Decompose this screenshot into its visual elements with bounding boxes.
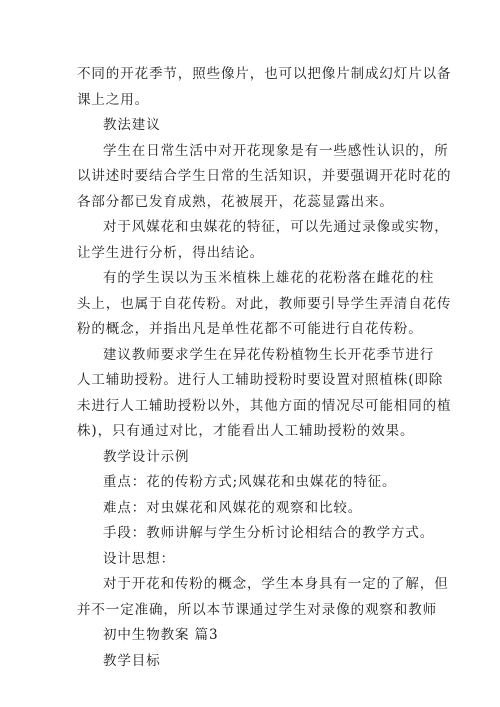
section-heading: 教学目标 — [103, 653, 161, 669]
text-line: 粉的概念，并指出凡是单性花都不可能进行自花传粉。 — [77, 321, 423, 337]
section-heading: 初中生物教案 篇3 — [103, 627, 219, 643]
text-line: 未进行人工辅助授粉以外，其他方面的情况尽可能相同的植 — [77, 398, 452, 414]
section-heading: 教学设计示例 — [103, 449, 190, 465]
text-line: 株)，只有通过对比，才能看出人工辅助授粉的效果。 — [77, 423, 415, 439]
text-line: 各部分都已发育成熟，花被展开，花蕊显露出来。 — [77, 194, 394, 210]
text-line: 课上之用。 — [77, 92, 149, 108]
text-line: 有的学生误以为玉米植株上雄花的花粉落在雌花的柱 — [103, 270, 435, 286]
section-heading: 教法建议 — [103, 117, 161, 133]
text-line: 不同的开花季节，照些像片，也可以把像片制成幻灯片以备 — [77, 66, 452, 82]
text-line: 学生在日常生活中对开花现象是有一些感性认识的，所 — [103, 143, 449, 159]
text-line: 头上，也属于自花传粉。对此，教师要引导学生弄清自花传 — [77, 296, 452, 312]
text-line: 建议教师要求学生在异花传粉植物生长开花季节进行 — [103, 347, 435, 363]
text-line: 设计思想： — [103, 551, 175, 567]
text-line: 重点：花的传粉方式;风媒花和虫媒花的特征。 — [103, 474, 397, 490]
text-line: 以讲述时要结合学生日常的生活知识，并要强调开花时花的 — [77, 168, 452, 184]
text-line: 并不一定准确，所以本节课通过学生对录像的观察和教师 — [77, 602, 437, 618]
text-line: 手段：教师讲解与学生分析讨论相结合的教学方式。 — [103, 525, 435, 541]
text-line: 让学生进行分析，得出结论。 — [77, 245, 265, 261]
text-line: 对于风媒花和虫媒花的特征，可以先通过录像或实物， — [103, 219, 449, 235]
text-line: 难点：对虫媒花和风媒花的观察和比较。 — [103, 500, 363, 516]
text-line: 人工辅助授粉。进行人工辅助授粉时要设置对照植株(即除 — [77, 372, 444, 388]
text-line: 对于开花和传粉的概念，学生本身具有一定的了解，但 — [103, 576, 449, 592]
